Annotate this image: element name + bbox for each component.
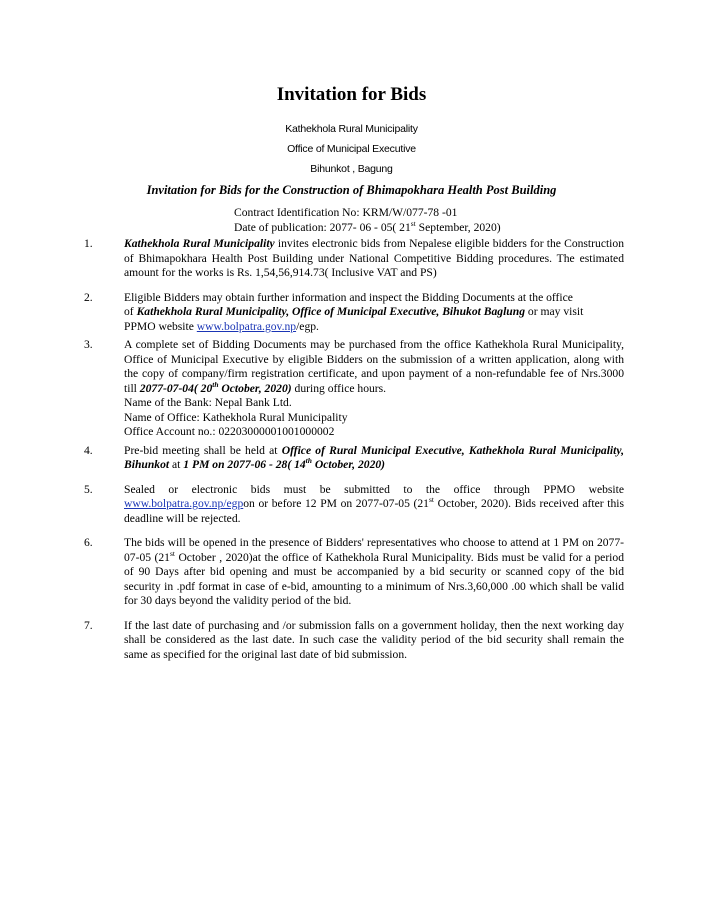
- item-text: October, 2020). Bids received after this deadline will be rejected.: [124, 497, 624, 525]
- account-number: Office Account no.: 02203000001001000002: [124, 425, 335, 438]
- item-text: Sealed or electronic bids must be submitted to the office through PPMO website: [124, 482, 624, 496]
- item-body: If the last date of purchasing and /or submission falls on a government holiday, then the next working day shall be considered as the last date. In such case the validity period of the bid security shall remain the same as specified for the original last date of bid submission.: [124, 618, 624, 661]
- item-text: of: [124, 305, 137, 318]
- item-body: [124, 338, 624, 440]
- deadline-date: 2077-07-04( 20: [139, 381, 213, 395]
- meeting-time: 1 PM on 2077-06 - 28( 14: [183, 458, 306, 471]
- item-line: [124, 305, 624, 320]
- bank-name: Name of the Bank: Nepal Bank Ltd.: [124, 396, 292, 409]
- item-number: 3.: [84, 338, 93, 351]
- item-para: [124, 338, 624, 396]
- item-text: or may visit: [525, 305, 584, 318]
- item-body: [124, 483, 624, 527]
- item-body: [124, 237, 624, 281]
- header-office: Office of Municipal Executive: [287, 143, 416, 155]
- item-lead: Kathekhola Rural Municipality: [124, 237, 275, 250]
- contract-id: Contract Identification No: KRM/W/077-78 -01: [234, 206, 458, 219]
- submission-date-sup: st: [428, 495, 434, 505]
- header-municipality: Kathekhola Rural Municipality: [285, 123, 418, 135]
- office-name: Name of Office: Kathekhola Rural Municipality: [124, 410, 348, 424]
- item-text: invites electronic bids from Nepalese eligible bidders for the Construction of Bhimapokhara Health Post Building under National Competitive Bidding procedures. The estimated amount for the works is Rs. 1,54,56,914.73( Inclusive VAT and PS): [124, 237, 624, 279]
- item-text: A complete set of Bidding Documents may be purchased from the office Kathekhola Rural Municipality, Office of Municipal Executive by eligible Bidders on the submission of a written application, along with the copy of company/firm registration certificate, and upon payment of a non-refundable fee of Nrs.3000 till: [124, 338, 624, 395]
- bolpatra-link[interactable]: www.bolpatra.gov.np: [196, 319, 297, 333]
- item-number: 7.: [84, 618, 93, 632]
- publication-date-sup: st: [410, 219, 416, 229]
- list-item-3: [84, 338, 624, 440]
- publication-date-prefix: Date of publication: 2077- 06 - 05( 21: [234, 221, 411, 234]
- item-number: 6.: [84, 536, 93, 549]
- list-item-7: [84, 619, 624, 663]
- item-text: The bids will be opened in the presence of Bidders' representatives who choose to attend at 1 PM on 2077-07-05 (21: [124, 536, 624, 564]
- publication-date-suffix: September, 2020): [415, 221, 501, 234]
- deadline-date-suffix: October, 2020): [218, 381, 292, 395]
- item-body: [124, 536, 624, 609]
- document-title: Invitation for Bids: [276, 84, 427, 105]
- list-item-5: [84, 483, 624, 527]
- item-number: 5.: [84, 482, 93, 496]
- opening-date-sup: st: [169, 548, 175, 558]
- item-body: [124, 444, 624, 473]
- item-number: 1.: [84, 237, 93, 250]
- meeting-time-suffix: October, 2020): [311, 458, 386, 471]
- egp-link[interactable]: www.bolpatra.gov.np/egp: [124, 497, 244, 510]
- item-text: PPMO website: [124, 319, 197, 333]
- publication-date: [234, 221, 501, 234]
- item-number: 4.: [84, 443, 93, 457]
- list-item-2: [84, 291, 624, 335]
- item-line: Eligible Bidders may obtain further information and inspect the Bidding Documents at the office: [124, 290, 573, 304]
- meeting-place: Office of Rural Municipal Executive, Kathekhola Rural Municipality, Bihunkot: [124, 443, 624, 471]
- item-text: Pre-bid meeting shall be held at: [124, 443, 282, 457]
- header-subject: Invitation for Bids for the Construction of Bhimapokhara Health Post Building: [146, 183, 557, 197]
- bid-items-list: [84, 237, 624, 662]
- item-text: at: [169, 458, 184, 471]
- header-location: Bihunkot , Bagung: [310, 163, 393, 175]
- item-number: 2.: [84, 290, 93, 304]
- meeting-time-sup: th: [305, 456, 312, 466]
- item-text: October , 2020)at the office of Kathekhola Rural Municipality. Bids must be valid for a period of 90 Days after bid opening and must be accompanied by a bid security or scanned copy of the bid security in .pdf format in case of e-bid, amounting to a minimum of Nrs.3,60,000 .00 which shall be valid for 30 days beyond the validity period of the bid.: [124, 550, 624, 607]
- deadline-date-sup: th: [212, 379, 219, 389]
- item-text: /egp.: [296, 319, 319, 333]
- item-text: on or before 12 PM on 2077-07-05 (21: [243, 497, 429, 510]
- item-line: [124, 320, 624, 335]
- list-item-4: [84, 444, 624, 473]
- office-address: Kathekhola Rural Municipality, Office of Municipal Executive, Bihukot Baglung: [136, 305, 525, 318]
- list-item-1: [84, 237, 624, 281]
- item-text: during office hours.: [291, 381, 387, 395]
- list-item-6: [84, 536, 624, 609]
- item-body: [124, 291, 624, 335]
